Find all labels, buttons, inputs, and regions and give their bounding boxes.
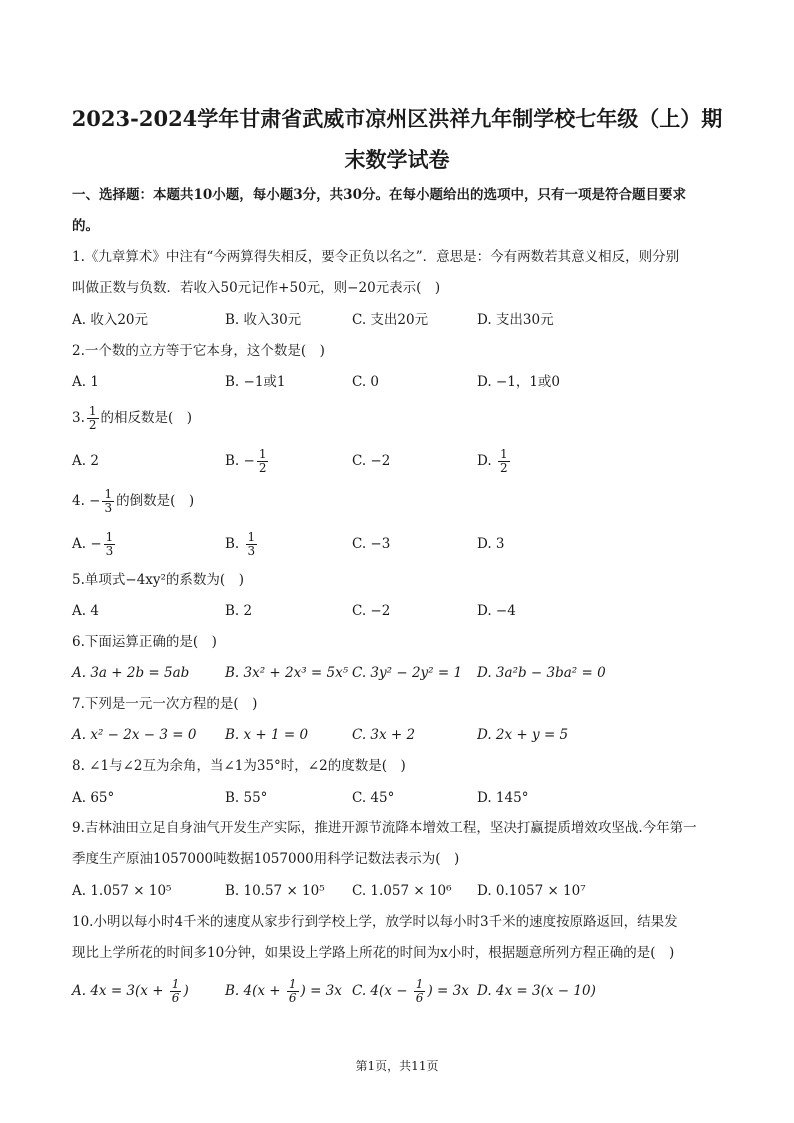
question-7 — [72, 689, 732, 720]
option-d: D. 3 — [477, 536, 505, 552]
question-2-options — [72, 367, 732, 397]
question-1-line-2: 叫做正数与负数．若收入50元记作+50元，则−20元表示( ) — [72, 280, 441, 296]
question-10-options — [72, 976, 732, 1006]
option-d: D. 2x + y = 5 — [477, 727, 569, 743]
question-4-text: 的倒数是( ) — [116, 493, 195, 509]
option-a: A. 收入20元 — [72, 312, 149, 328]
option-d: D. $\frac{1}{2}$ — [477, 447, 508, 475]
question-3-number: 3. — [72, 410, 85, 426]
section-heading — [72, 180, 732, 242]
option-b: B. 10.57 × 10⁵ — [225, 883, 325, 899]
question-3-options — [72, 446, 732, 476]
option-a: A. 2 — [72, 453, 99, 469]
question-3 — [72, 403, 732, 434]
option-b: B. −1或1 — [225, 374, 286, 390]
question-4-number: 4. − — [72, 493, 101, 509]
fraction: $\frac{1}{6}$ — [288, 977, 297, 1005]
question-9 — [72, 813, 732, 875]
fraction: $\frac{1}{2}$ — [499, 447, 508, 475]
question-1 — [72, 242, 732, 304]
section-heading-line-2: 的。 — [72, 218, 99, 234]
question-7-line-1: 7.下列是一元一次方程的是( ) — [72, 696, 258, 712]
option-d: D. 支出30元 — [477, 312, 554, 328]
option-c: C. −3 — [352, 536, 391, 552]
page-title-line-1: 2023-2024学年甘肃省武威市凉州区洪祥九年制学校七年级（上）期 — [71, 106, 723, 131]
option-c: C. 3x + 2 — [352, 727, 416, 743]
option-b: B. 2 — [225, 603, 253, 619]
question-2-line-1: 2.一个数的立方等于它本身，这个数是( ) — [72, 343, 325, 359]
option-c: C. 0 — [352, 374, 380, 390]
option-b: B. $\frac{1}{3}$ — [225, 530, 256, 558]
question-8-line-1: 8. ∠1与∠2互为余角，当∠1为35°时，∠2的度数是( ) — [72, 758, 406, 774]
question-3-text: 的相反数是( ) — [100, 410, 193, 426]
question-1-line-1: 1.《九章算术》中注有“今两算得失相反，要令正负以名之”．意思是：今有两数若其意义相反，则分别 — [72, 249, 680, 265]
option-b: B. 3x² + 2x³ = 5x⁵ — [225, 665, 349, 681]
question-1-options — [72, 305, 732, 335]
question-10-line-2: 现比上学所花的时间多10分钟，如果设上学路上所花的时间为x小时，根据题意所列方程正确的是( ) — [72, 945, 675, 961]
fraction: $\frac{1}{3}$ — [247, 530, 256, 558]
fraction: $\frac{1}{3}$ — [105, 530, 114, 558]
option-a: A. 1.057 × 10⁵ — [72, 883, 172, 899]
fraction: $\frac{1}{2}$ — [258, 447, 267, 475]
option-d: D. −4 — [477, 603, 516, 619]
option-d: D. −1，1或0 — [477, 374, 561, 390]
option-a: A. 3a + 2b = 5ab — [72, 665, 190, 681]
question-5-line-1: 5.单项式−4xy²的系数为( ) — [72, 572, 244, 588]
option-b: B. x + 1 = 0 — [225, 727, 309, 743]
option-b: B. 4(x + $\frac{1}{6}$ ) = 3x — [225, 977, 342, 1005]
fraction: $\frac{1}{3}$ — [104, 487, 113, 515]
page-footer: 第1页，共11页 — [355, 1059, 439, 1073]
option-c: C. 4(x − $\frac{1}{6}$ ) = 3x — [352, 977, 469, 1005]
option-a: A. 4 — [72, 603, 99, 619]
question-8-options — [72, 783, 732, 813]
option-d: D. 0.1057 × 10⁷ — [477, 883, 586, 899]
option-d: D. 3a²b − 3ba² = 0 — [477, 665, 606, 681]
fraction: $\frac{1}{2}$ — [88, 404, 97, 432]
option-a: A. − $\frac{1}{3}$ — [72, 530, 114, 558]
fraction: $\frac{1}{6}$ — [415, 977, 424, 1005]
option-d: D. 145° — [477, 790, 529, 806]
question-10-line-1: 10.小明以每小时4千米的速度从家步行到学校上学，放学时以每小时3千米的速度按原路返回，结果发 — [72, 914, 678, 930]
question-6-options — [72, 658, 732, 688]
question-7-options — [72, 720, 732, 750]
option-c: C. 3y² − 2y² = 1 — [352, 665, 463, 681]
question-9-options — [72, 876, 732, 906]
question-4 — [72, 486, 732, 517]
option-c: C. 1.057 × 10⁶ — [352, 883, 452, 899]
question-10 — [72, 907, 732, 969]
question-9-line-1: 9.吉林油田立足自身油气开发生产实际，推进开源节流降本增效工程，坚决打赢提质增效攻坚战.今年第一 — [72, 820, 697, 836]
option-b: B. 55° — [225, 790, 268, 806]
question-5 — [72, 565, 732, 596]
question-2 — [72, 336, 732, 367]
option-a: A. 1 — [72, 374, 99, 390]
page-title-line-2: 末数学试卷 — [344, 147, 450, 172]
question-6 — [72, 627, 732, 658]
fraction: $\frac{1}{6}$ — [171, 977, 180, 1005]
question-5-options — [72, 596, 732, 626]
question-9-line-2: 季度生产原油1057000吨数据1057000用科学记数法表示为( ) — [72, 851, 460, 867]
option-a: A. 65° — [72, 790, 115, 806]
question-4-options — [72, 529, 732, 559]
option-a: A. 4x = 3(x + $\frac{1}{6}$ ) — [72, 977, 189, 1005]
option-b: B. 收入30元 — [225, 312, 302, 328]
option-c: C. −2 — [352, 603, 391, 619]
option-c: C. −2 — [352, 453, 391, 469]
option-a: A. x² − 2x − 3 = 0 — [72, 727, 197, 743]
question-8 — [72, 751, 732, 782]
section-heading-line-1: 一、选择题：本题共10小题，每小题3分，共30分。在每小题给出的选项中，只有一项是符合题目要求 — [72, 187, 686, 203]
option-d: D. 4x = 3(x − 10) — [477, 983, 596, 999]
question-6-line-1: 6.下面运算正确的是( ) — [72, 634, 217, 650]
option-c: C. 45° — [352, 790, 395, 806]
option-c: C. 支出20元 — [352, 312, 429, 328]
option-b: B. − $\frac{1}{2}$ — [225, 447, 267, 475]
